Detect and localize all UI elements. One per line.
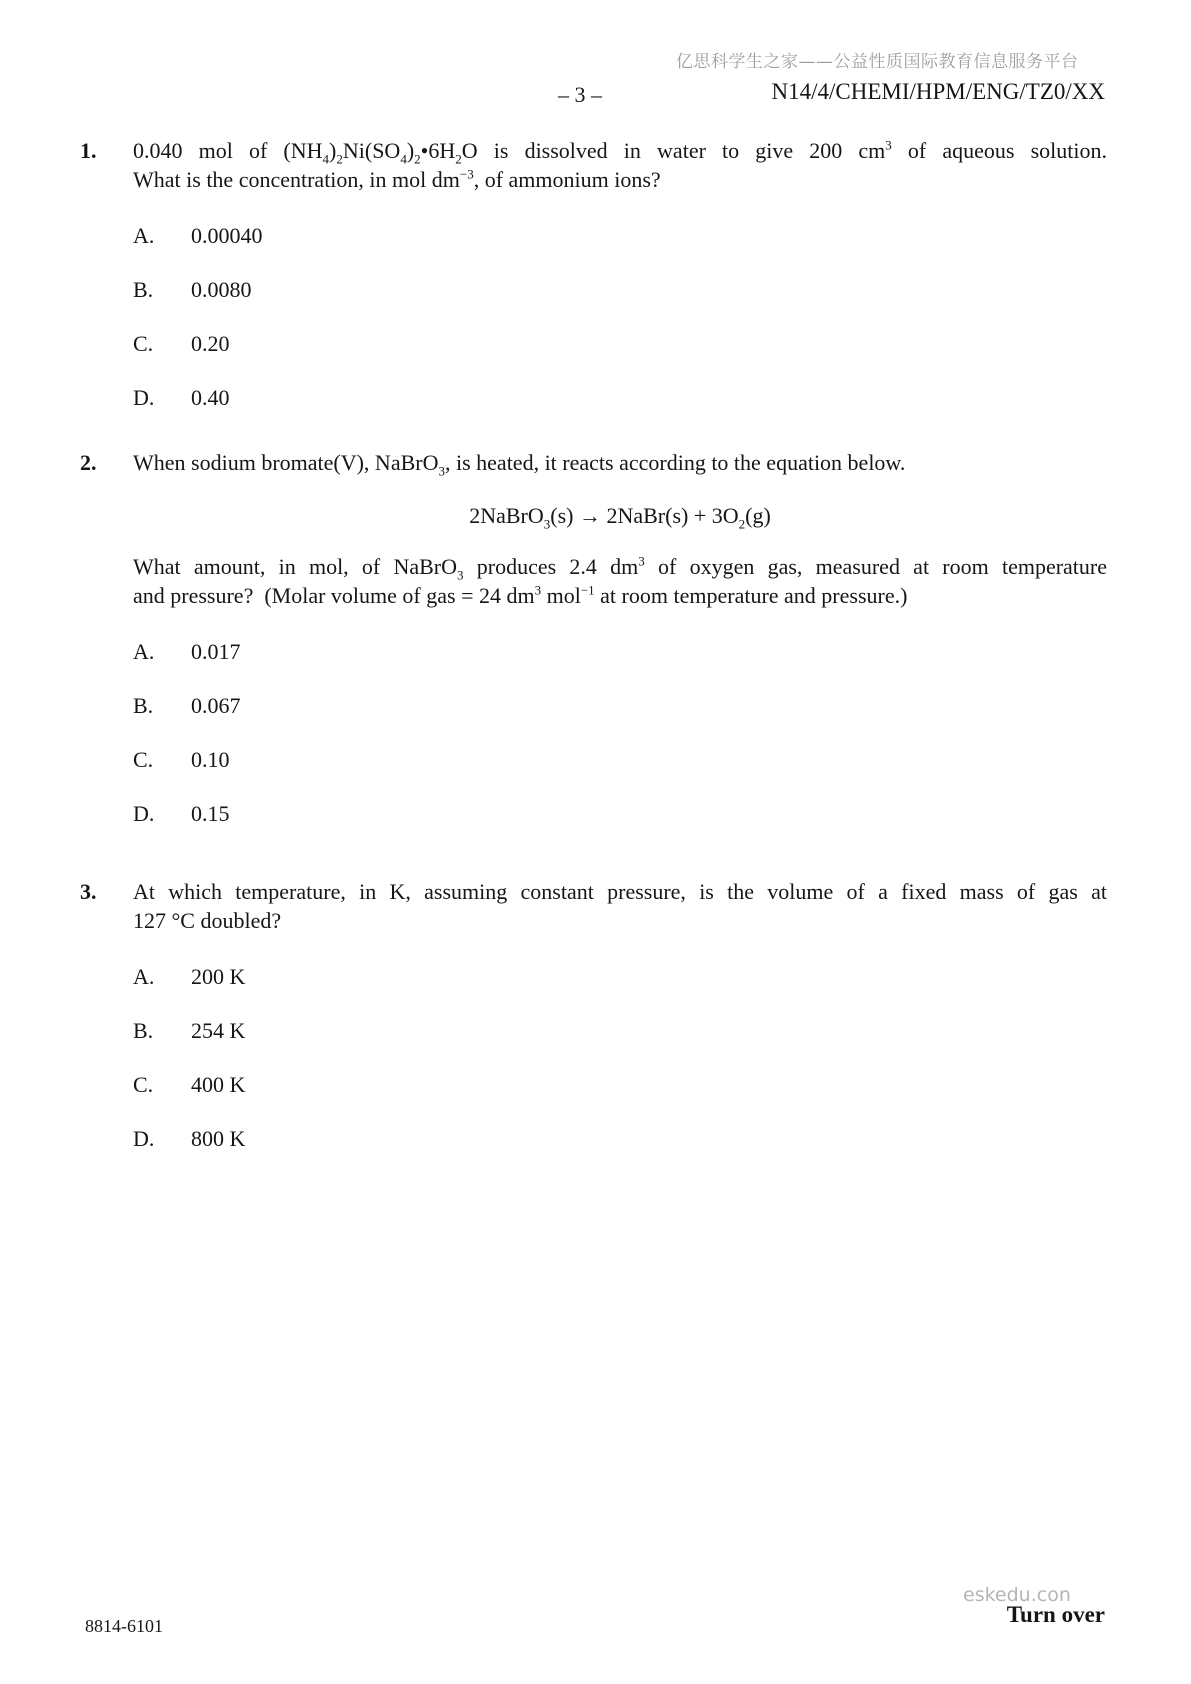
option-value: 0.15 xyxy=(191,801,230,826)
question-number: 1. xyxy=(80,138,97,163)
option-row xyxy=(133,383,1107,412)
option-value: 0.20 xyxy=(191,331,230,356)
option-letter: A. xyxy=(133,964,155,989)
option-row xyxy=(133,962,1107,991)
option-row xyxy=(133,1124,1107,1153)
footer-site-watermark: eskedu.con xyxy=(963,1584,1071,1606)
question-stem-line: What is the concentration, in mol $dm^{-3}$, of ammonium ions? xyxy=(133,166,661,192)
question-body xyxy=(133,448,1107,828)
option-row xyxy=(133,1016,1107,1045)
option-value: 0.0080 xyxy=(191,277,252,302)
option-value: 800 K xyxy=(191,1126,246,1151)
option-row xyxy=(133,1070,1107,1099)
option-letter: A. xyxy=(133,639,155,664)
options-list xyxy=(133,221,1107,412)
option-row xyxy=(133,799,1107,828)
question-stem-line: At which temperature, in K, assuming constant pressure, is the volume of a fixed mass of gas at xyxy=(133,879,1107,904)
option-letter: B. xyxy=(133,693,154,718)
option-letter: C. xyxy=(133,1072,154,1097)
option-letter: B. xyxy=(133,1018,154,1043)
question-stem-line: What amount, in mol, of NaBrO$_3$ produces 2.4 $dm^3$ of oxygen gas, measured at room temperature xyxy=(133,553,1108,583)
question-stem-line: When sodium bromate(V), NaBrO$_3$, is heated, it reacts according to the equation below. xyxy=(133,450,906,479)
options-list xyxy=(133,962,1107,1153)
question-body xyxy=(133,877,1107,1153)
option-row xyxy=(133,275,1107,304)
option-row xyxy=(133,329,1107,358)
footer-reference-code: 8814-6101 xyxy=(85,1616,163,1636)
option-value: 0.067 xyxy=(191,693,241,718)
question-2 xyxy=(80,448,1107,828)
option-letter: D. xyxy=(133,801,155,826)
page-number: – 3 – xyxy=(558,82,602,107)
question-1 xyxy=(80,136,1107,412)
option-row xyxy=(133,221,1107,250)
option-letter: C. xyxy=(133,331,154,356)
option-row xyxy=(133,637,1107,666)
option-value: 254 K xyxy=(191,1018,246,1043)
question-stem-line: and pressure? (Molar volume of gas = 24 $dm^3$ mol$^{-1}$ at room temperature and pressure.) xyxy=(133,582,908,608)
question-body xyxy=(133,136,1107,412)
paper-code: N14/4/CHEMI/HPM/ENG/TZ0/XX xyxy=(771,79,1105,104)
header-site-watermark: 亿思科学生之家——公益性质国际教育信息服务平台 xyxy=(676,52,1079,72)
option-row xyxy=(133,691,1107,720)
option-letter: B. xyxy=(133,277,154,302)
option-value: 200 K xyxy=(191,964,246,989)
question-number: 2. xyxy=(80,450,97,475)
option-letter: D. xyxy=(133,1126,155,1151)
questions-area xyxy=(80,136,1107,1153)
option-letter: C. xyxy=(133,747,154,772)
option-letter: D. xyxy=(133,385,155,410)
chemical-equation: 2NaBrO$_3$(s) → 2NaBr(s) + $3O_2(g)$ xyxy=(469,503,771,532)
turn-over-label: Turn over xyxy=(1006,1602,1105,1627)
question-stem-line: 0.040 mol of $(NH_4)_2Ni(SO_4)_2•6H_2O$ is dissolved in water to give 200 $cm^3$ of aqueous solution. xyxy=(133,137,1107,167)
option-row xyxy=(133,745,1107,774)
option-value: 0.00040 xyxy=(191,223,263,248)
option-value: 0.40 xyxy=(191,385,230,410)
question-number: 3. xyxy=(80,879,97,904)
option-value: 0.017 xyxy=(191,639,241,664)
option-letter: A. xyxy=(133,223,155,248)
question-3 xyxy=(80,877,1107,1153)
option-value: 0.10 xyxy=(191,747,230,772)
question-stem-line: 127 °C doubled? xyxy=(133,908,282,933)
options-list xyxy=(133,637,1107,828)
option-value: 400 K xyxy=(191,1072,246,1097)
